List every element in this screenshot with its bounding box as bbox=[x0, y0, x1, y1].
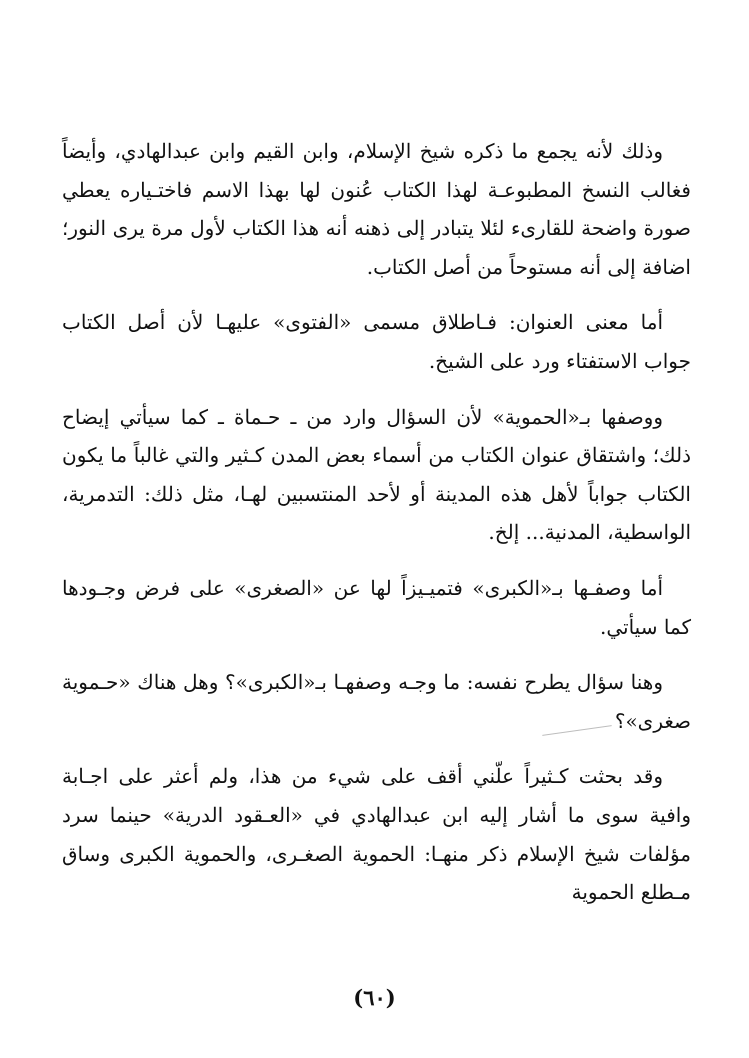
page-number: (٦٠) bbox=[353, 985, 396, 1010]
paragraph-1: وذلك لأنه يجمع ما ذكره شيخ الإسلام، وابن القيم وابن عبدالهادي، وأيضاً فغالب النسخ المطبوعـة لهذا الكتاب عُنون لها بهذا الاسم فاختـياره يعطي صورة واضحة للقارىء لئلا يتبادر إلى ذهنه أنه هذا الكتاب لأول مرة يرى النور؛ اضافة إلى أنه مستوحاً من أصل الكتاب. bbox=[62, 139, 691, 279]
paragraph-6: وقد بحثت كـثيراً علّني أقف على شيء من هذا، ولم أعثر على اجـابة وافية سوى ما أشار إليه ابن عبدالهادي في «العـقود الدرية» حينما سرد مؤلفات شيخ الإسلام ذكر منهـا: الحموية الصغـرى، والحموية الكبرى وساق مـطلع الحموية bbox=[62, 764, 691, 905]
paragraph-2: أما معنى العنوان: فـاطلاق مسمى «الفتوى» عليهـا لأن أصل الكتاب جواب الاستفتاء ورد على الشيخ. bbox=[62, 310, 691, 373]
body-text bbox=[62, 132, 691, 929]
paragraph-4: أما وصفـها بـ«الكبرى» فتميـيزاً لها عن «الصغرى» على فرض وجـودها كما سيأتي. bbox=[62, 575, 691, 639]
paragraph-3: ووصفها بـ«الحموية» لأن السؤال وارد من ـ حـماة ـ كما سيأتي إيضاح ذلك؛ واشتقاق عنوان الكتاب من أسماء بعض المدن كـثير والتي غالباً ما يكون الكتاب جواباً لأهل هذه المدينة أو لأحد المنتسبين لهـا، مثل ذلك: التدمرية، الواسطية، المدنية... إلخ. bbox=[62, 404, 691, 545]
paragraph-5: وهنا سؤال يطرح نفسه: ما وجـه وصفهـا بـ«الكبرى»؟ وهل هناك «حـموية صغرى»؟ bbox=[62, 670, 691, 733]
